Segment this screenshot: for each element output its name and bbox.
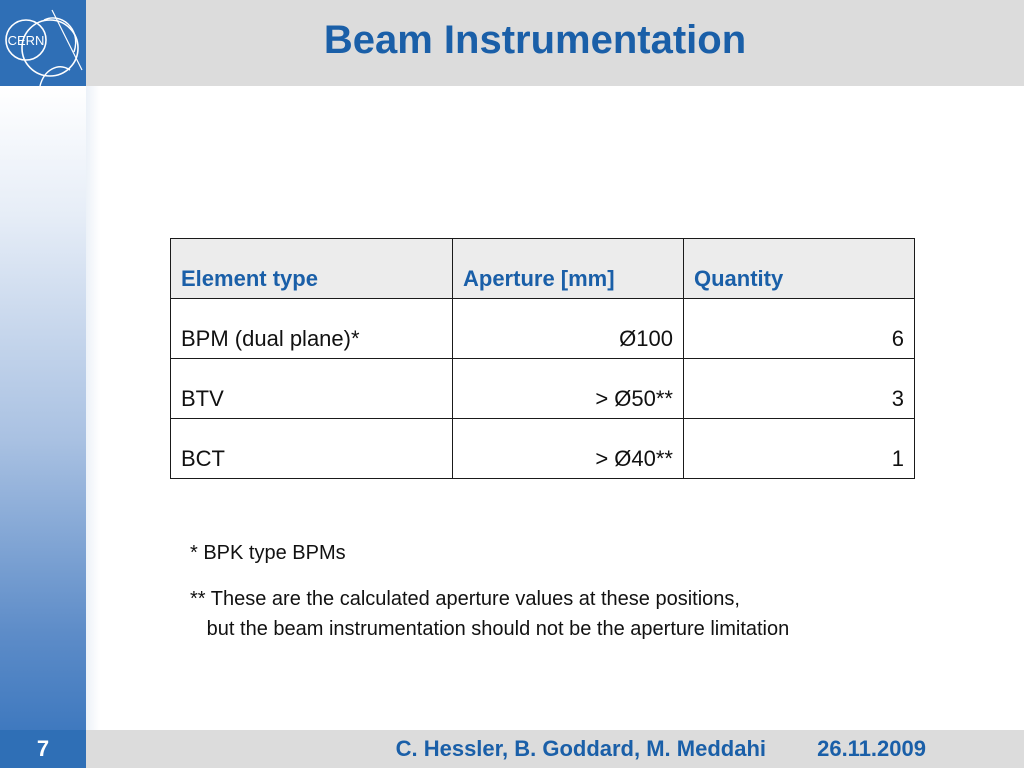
page-title: Beam Instrumentation <box>323 18 747 62</box>
footnote-1: * BPK type BPMs <box>190 542 346 564</box>
cell-aperture: > Ø50** <box>453 359 684 419</box>
footnote-2-line-1: ** These are the calculated aperture values at these positions, <box>190 588 740 610</box>
footer-bar <box>0 730 1024 768</box>
cell-element-type: BCT <box>171 419 453 479</box>
cern-logo-icon <box>0 0 86 86</box>
table-header-row <box>171 239 915 299</box>
cell-element-type: BPM (dual plane)* <box>171 299 453 359</box>
table-row <box>171 359 915 419</box>
table-row <box>171 299 915 359</box>
instrumentation-table <box>170 238 915 479</box>
cell-element-type: BTV <box>171 359 453 419</box>
sidebar-fade <box>86 86 100 730</box>
page-number: 7 <box>0 730 86 768</box>
footer-date: 26.11.2009 <box>817 736 926 761</box>
header-element-type: Element type <box>171 239 453 299</box>
footnotes <box>190 538 789 644</box>
footer-authors: C. Hessler, B. Goddard, M. Meddahi <box>395 736 766 761</box>
cell-quantity: 3 <box>684 359 915 419</box>
header-quantity: Quantity <box>684 239 915 299</box>
header-aperture: Aperture [mm] <box>453 239 684 299</box>
table-row <box>171 419 915 479</box>
logo-text: CERN <box>7 33 45 48</box>
sidebar-gradient <box>0 86 86 730</box>
cell-quantity: 6 <box>684 299 915 359</box>
cell-quantity: 1 <box>684 419 915 479</box>
cell-aperture: > Ø40** <box>453 419 684 479</box>
cell-aperture: Ø100 <box>453 299 684 359</box>
cern-logo <box>0 0 86 86</box>
instrumentation-table-wrap <box>170 238 915 479</box>
footnote-2-line-2: but the beam instrumentation should not be the aperture limitation <box>190 618 790 640</box>
